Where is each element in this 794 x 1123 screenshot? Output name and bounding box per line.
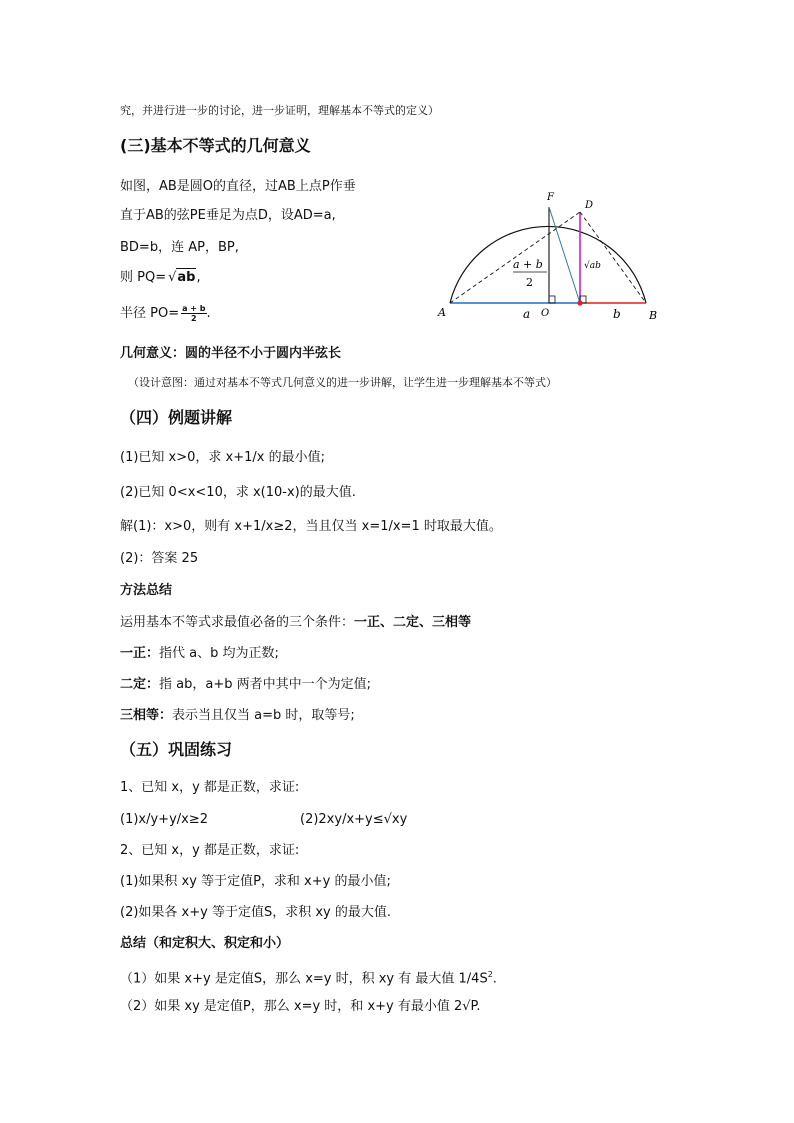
summary-title: 总结（和定积大、积定和小）: [120, 936, 290, 951]
point-p: [577, 300, 582, 305]
exercise-2a: (1)如果积 xy 等于定值P，求和 x+y 的最小值;: [120, 874, 391, 889]
semicircle-figure: [435, 188, 670, 323]
exercise-1: 1、已知 x，y 都是正数，求证:: [120, 780, 300, 795]
label-f-point: F: [547, 192, 554, 203]
exercise-2b: (2)如果各 x+y 等于定值S，求积 xy 的最大值.: [120, 905, 391, 920]
section3-para-1: 如图，AB是圆O的直径，过AB上点P作垂: [120, 179, 356, 194]
example-q1: (1)已知 x>0，求 x+1/x 的最小值;: [120, 450, 325, 465]
point-positive-label: 一正：: [120, 646, 160, 661]
segment-db: [580, 212, 646, 303]
po-denominator: 2: [191, 314, 197, 323]
label-a-length: a: [523, 307, 531, 321]
method-line-pre: 运用基本不等式求最值必备的三个条件：: [120, 615, 355, 630]
summary-1-tail: .: [492, 971, 497, 987]
label-d-point: D: [585, 200, 594, 211]
point-positive: [120, 645, 279, 663]
point-equal: [120, 707, 355, 725]
po-fraction: [181, 304, 206, 323]
label-b-point: B: [649, 309, 658, 322]
point-fixed-text: 指 ab，a+b 两者中其中一个为定值;: [159, 677, 371, 692]
segment-fp: [549, 207, 580, 303]
label-sqrt-ab: √ab: [584, 261, 601, 271]
method-summary-title: 方法总结: [120, 583, 173, 598]
solution-1: 解(1)：x>0，则有 x+1/x≥2，当且仅当 x=1/x=1 时取最大值。: [120, 519, 502, 534]
label-o-point: O: [541, 308, 550, 319]
pq-tail: ,: [196, 270, 201, 285]
section3-heading: (三)基本不等式的几何意义: [120, 136, 311, 155]
semicircle-arc: [450, 226, 646, 303]
po-numerator: a + b: [182, 304, 206, 313]
section4-heading: （四）例题讲解: [120, 408, 233, 427]
point-fixed: [120, 676, 371, 694]
design-note: （设计意图：通过对基本不等式几何意义的进一步讲解，让学生进一步理解基本不等式）: [128, 376, 557, 389]
summary-1-text: （1）如果 x+y 是定值S，那么 x=y 时，积 xy 有 最大值 1/4S: [120, 971, 488, 987]
right-angle-o: [549, 296, 555, 303]
section3-para-3: BD=b，连 AP，BP,: [120, 240, 239, 255]
po-label: 半径 PO=: [120, 306, 180, 321]
example-q2: (2)已知 0<x<10，求 x(10-x)的最大值.: [120, 485, 356, 500]
solution-2: (2)：答案 25: [120, 551, 199, 566]
point-positive-text: 指代 a、b 均为正数;: [159, 646, 279, 661]
point-fixed-label: 二定：: [120, 677, 160, 692]
label-half-sum-num: a + b: [513, 258, 543, 271]
summary-1-sup: 2: [487, 970, 493, 979]
method-summary-line: [120, 614, 471, 632]
sqrt-ab: √ab: [168, 270, 196, 285]
geometric-meaning: 几何意义：圆的半径不小于圆内半弦长: [120, 346, 342, 361]
pq-formula: [120, 268, 201, 287]
label-a-point: A: [438, 306, 446, 319]
method-line-bold: 一正、二定、三相等: [354, 615, 472, 630]
point-equal-label: 三相等：: [120, 708, 173, 723]
exercise-1b: (2)2xy/x+y≤√xy: [300, 812, 408, 827]
summary-1: [120, 966, 497, 988]
pq-label: 则 PQ=: [120, 270, 167, 285]
exercise-1a: (1)x/y+y/x≥2: [120, 812, 209, 827]
exercise-2: 2、已知 x，y 都是正数，求证:: [120, 843, 300, 858]
pq-radicand: ab: [177, 270, 196, 285]
po-tail: .: [206, 306, 211, 321]
section3-para-2: 直于AB的弦PE垂足为点D，设AD=a,: [120, 208, 336, 223]
label-half-sum-den: 2: [526, 276, 533, 289]
intro-line: 究，并进行进一步的讨论，进一步证明，理解基本不等式的定义）: [120, 104, 439, 117]
label-b-length: b: [613, 307, 621, 321]
summary-2: （2）如果 xy 是定值P，那么 x=y 时，和 x+y 有最小值 2√P.: [120, 999, 481, 1014]
section5-heading: （五）巩固练习: [120, 740, 233, 759]
po-formula: [120, 304, 211, 323]
point-equal-text: 表示当且仅当 a=b 时，取等号;: [172, 708, 355, 723]
